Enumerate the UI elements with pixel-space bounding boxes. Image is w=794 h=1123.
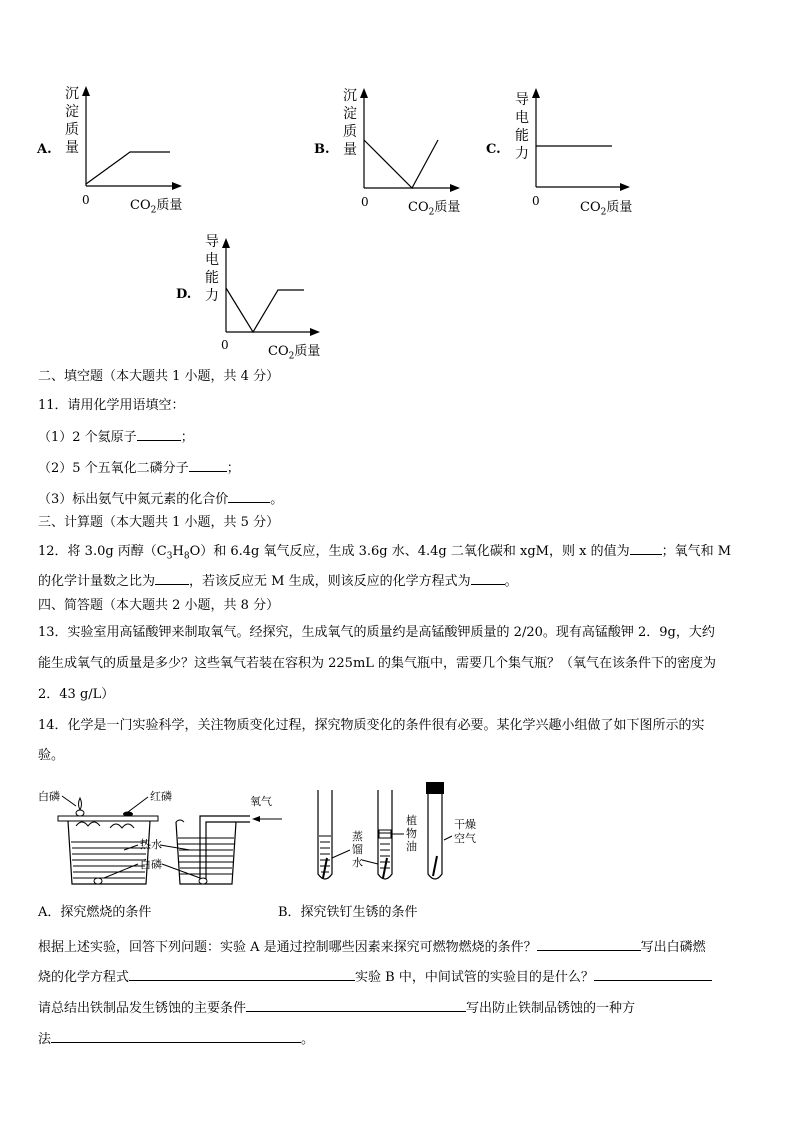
- y-label-char: 质: [343, 124, 357, 140]
- y-label-char: 淀: [343, 106, 357, 122]
- question-line: 法 。: [38, 1032, 315, 1047]
- y-label-char: 质: [65, 122, 79, 138]
- svg-text:馏: 馏: [352, 843, 363, 856]
- question-line: 烧的化学方程式 实验 B 中，中间试管的实验目的是什么？: [38, 968, 712, 986]
- question-line: 14．化学是一门实验科学，关注物质变化过程，探究物质变化的条件很有必要。某化学兴趣小组做了如下图所示的实: [38, 718, 705, 733]
- label-red-phosphorus: 红磷: [150, 790, 172, 803]
- svg-text:物: 物: [406, 827, 417, 840]
- y-label-char: 能: [205, 270, 219, 286]
- x-axis-label: $CO_2$质量: [130, 198, 183, 216]
- option-letter: C.: [486, 142, 501, 157]
- svg-text:油: 油: [406, 840, 417, 853]
- y-label-char: 量: [343, 142, 357, 158]
- question-line: 请总结出铁制品发生锈蚀的主要条件 写出防止铁制品锈蚀的一种方: [38, 1001, 636, 1016]
- answer-blank[interactable]: [129, 968, 355, 981]
- label-white-phosphorus-top: 白磷: [38, 790, 60, 803]
- option-letter: A.: [37, 142, 52, 157]
- test-tube-2: [378, 790, 392, 879]
- y-label-char: 淀: [65, 104, 79, 120]
- question-line: 12．将 3.0g 丙醇$(C_3H_8O)$和 6.4g 氧气反应，生成 3.6g 水、4.4g 二氧化碳和 xgM，则 x 的值为 ；氧气和 M: [38, 544, 732, 562]
- section-heading: 三、计算题（本大题共 1 小题，共 5 分）: [38, 515, 280, 530]
- y-label-char: 力: [515, 146, 529, 162]
- question-part: （1）2 个氦原子 ；: [38, 430, 194, 445]
- figure-caption-a: A．探究燃烧的条件: [38, 905, 152, 920]
- origin-label: 0: [82, 193, 90, 207]
- x-axis-label: $CO_2$质量: [268, 344, 321, 362]
- question-line: 的化学计量数之比为 ，若该反应无 M 生成，则该反应的化学方程式为 。: [38, 574, 518, 589]
- y-label-char: 沉: [343, 88, 357, 104]
- svg-text:水: 水: [352, 856, 363, 869]
- question-line: 根据上述实验，回答下列问题：实验 A 是通过控制哪些因素来探究可燃物燃烧的条件？ 写出白磷燃: [38, 940, 706, 955]
- label-oxygen: 氧气: [250, 795, 272, 808]
- test-tube-3: [426, 782, 444, 879]
- y-label-char: 导: [515, 92, 529, 108]
- answer-blank[interactable]: [51, 1030, 301, 1043]
- y-label-char: 量: [65, 140, 79, 156]
- question-line: 验。: [38, 748, 65, 763]
- section-heading: 四、简答题（本大题共 2 小题，共 8 分）: [38, 598, 280, 613]
- figure-caption-b: B．探究铁钉生锈的条件: [278, 905, 418, 920]
- x-axis-label: $CO_2$质量: [408, 200, 461, 218]
- y-label-char: 导: [205, 234, 219, 250]
- y-label-char: 电: [515, 110, 529, 126]
- origin-label: 0: [221, 338, 229, 352]
- beaker-a2: [176, 816, 282, 884]
- question-line: 能生成氧气的质量是多少？这些氧气若装在容积为 225mL 的集气瓶中，需要几个集气瓶？（氧气在该条件下的密度为: [38, 656, 717, 671]
- x-axis-label: $CO_2$质量: [580, 200, 633, 218]
- origin-label: 0: [532, 194, 540, 208]
- origin-label: 0: [361, 195, 369, 209]
- question-stem: 11．请用化学用语填空：: [38, 398, 185, 413]
- label-hot-water: 热水: [140, 838, 162, 851]
- answer-blank[interactable]: [537, 938, 641, 951]
- label-vegetable-oil: 植: [406, 814, 417, 827]
- label-dry-air: 干燥: [454, 818, 476, 831]
- y-label-char: 电: [205, 252, 219, 268]
- label-distilled-water: 蒸: [352, 830, 363, 843]
- question-part: （3）标出氨气中氮元素的化合价 。: [38, 492, 284, 507]
- question-line: 2．43 g/L）: [38, 687, 115, 702]
- question-part: （2）5 个五氧化二磷分子 ；: [38, 461, 240, 476]
- option-letter: B.: [314, 142, 330, 157]
- y-label-char: 沉: [65, 86, 79, 102]
- test-tube-1: [318, 790, 332, 879]
- option-letter: D.: [176, 287, 192, 302]
- question-line: 13．实验室用高锰酸钾来制取氧气。经探究，生成氧气的质量约是高锰酸钾质量的 2/20。现有高锰酸钾 2．9g，大约: [38, 625, 715, 640]
- svg-text:空气: 空气: [454, 832, 476, 845]
- answer-blank[interactable]: [246, 999, 466, 1012]
- answer-blank[interactable]: [594, 968, 712, 981]
- section-heading: 二、填空题（本大题共 1 小题，共 4 分）: [38, 369, 280, 384]
- label-white-phosphorus-bottom: 白磷: [140, 858, 162, 871]
- y-label-char: 能: [515, 128, 529, 144]
- y-label-char: 力: [205, 288, 219, 304]
